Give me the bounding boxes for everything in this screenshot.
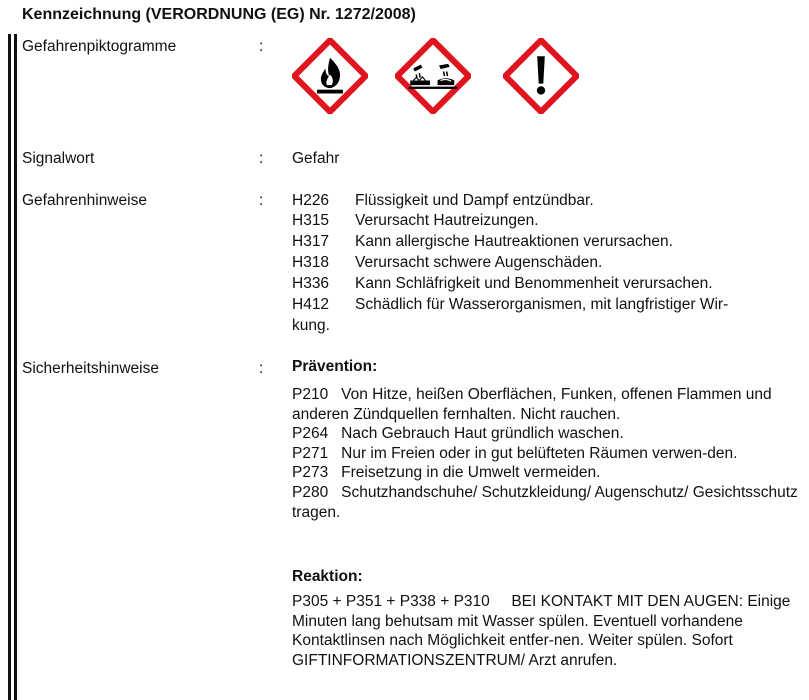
h-text: Kann Schläfrigkeit und Benommenheit verursachen.: [355, 275, 713, 292]
h-code: H336: [292, 275, 330, 292]
p-text: Schutzhandschuhe/ Schutzkleidung/ Augenschutz/ Gesichtsschutz tragen.: [292, 483, 798, 521]
p-code: P273: [292, 464, 329, 482]
p-statement: [292, 483, 802, 522]
colon: :: [259, 192, 264, 209]
colon: :: [259, 360, 264, 377]
signal-word-label: Signalwort: [22, 150, 95, 167]
p-statement: [292, 385, 802, 424]
h-code: H226: [292, 192, 330, 209]
p-code: P280: [292, 483, 329, 501]
h-continuation: kung.: [292, 317, 330, 334]
h-code: H412: [292, 296, 330, 313]
section-heading: Kennzeichnung (VERORDNUNG (EG) Nr. 1272/2008): [22, 6, 416, 23]
p-statement: [292, 463, 802, 483]
reaction-code: P305 + P351 + P338 + P310: [292, 593, 490, 610]
h-code: H315: [292, 212, 330, 229]
h-code: H317: [292, 233, 330, 250]
pictograms-label: Gefahrenpiktogramme: [22, 38, 177, 55]
hazard-statements-label: Gefahrenhinweise: [22, 192, 147, 209]
reaction-title: Reaktion:: [292, 568, 363, 585]
p-text: Von Hitze, heißen Oberflächen, Funken, offenen Flammen und anderen Zündquellen fernhalten. Nicht rauchen.: [292, 386, 772, 423]
p-code: P264: [292, 425, 329, 443]
exclamation-mark-pictogram: [503, 38, 579, 114]
corrosion-pictogram: [395, 38, 471, 114]
p-statement: [292, 444, 802, 464]
p-statement: [292, 424, 802, 444]
safety-statements-label: Sicherheitshinweise: [22, 360, 159, 377]
h-text: Kann allergische Hautreaktionen verursachen.: [355, 233, 673, 250]
signal-word-value: Gefahr: [292, 150, 340, 167]
colon: :: [259, 150, 264, 167]
h-text: Flüssigkeit und Dampf entzündbar.: [355, 192, 594, 209]
p-text: Freisetzung in die Umwelt vermeiden.: [341, 464, 601, 482]
p-code: P210: [292, 386, 329, 403]
h-text: Verursacht Hautreizungen.: [355, 212, 539, 229]
flame-pictogram: [292, 38, 368, 114]
p-text: Nur im Freien oder in gut belüfteten Räumen verwen-den.: [341, 444, 738, 462]
change-bar-left: [8, 34, 11, 700]
change-bar-right: [14, 34, 17, 700]
h-text: Verursacht schwere Augenschäden.: [355, 254, 603, 271]
p-text: Nach Gebrauch Haut gründlich waschen.: [341, 425, 624, 443]
prevention-title: Prävention:: [292, 358, 378, 375]
reaction-text: BEI KONTAKT MIT DEN AUGEN: Einige Minuten lang behutsam mit Wasser spülen. Eventuell vorhandene Kontaktlinsen nach Möglichkeit entfer-nen. Weiter spülen. Sofort GIFTINFORMATIONSZENTRUM/ Arzt anrufen.: [292, 593, 791, 669]
p-code: P271: [292, 444, 329, 462]
h-code: H318: [292, 254, 330, 271]
colon: :: [259, 38, 264, 55]
prevention-list: [292, 385, 802, 522]
reaction-statement: [292, 592, 802, 670]
h-text: Schädlich für Wasserorganismen, mit langfristiger Wir-: [355, 296, 729, 313]
